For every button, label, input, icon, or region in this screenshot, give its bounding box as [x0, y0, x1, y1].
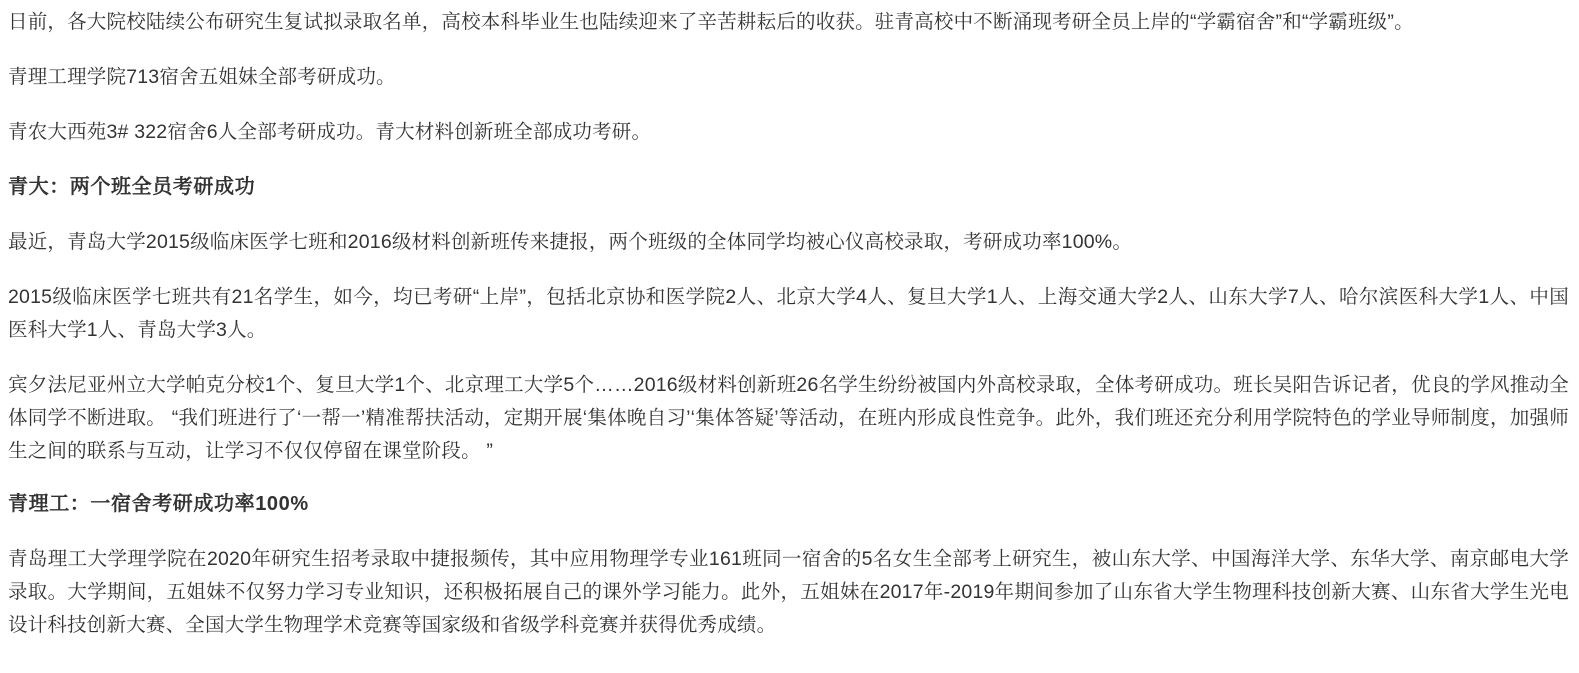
paragraph-qingda-body2: 2015级临床医学七班共有21名学生，如今，均已考研“上岸”，包括北京协和医学院2人、北京大学4人、复旦大学1人、上海交通大学2人、山东大学7人、哈尔滨医科大学1人、中国医科大学1人、青岛大学3人。	[8, 286, 1569, 341]
section-heading-qinglg: 青理工：一宿舍考研成功率100%	[8, 493, 309, 515]
paragraph-qlg-dorm: 青理工理学院713宿舍五姐妹全部考研成功。	[8, 66, 396, 88]
paragraph-intro: 日前，各大院校陆续公布研究生复试拟录取名单，高校本科毕业生也陆续迎来了辛苦耕耘后的收获。驻青高校中不断涌现考研全员上岸的“学霸宿舍”和“学霸班级”。	[8, 11, 1414, 33]
paragraph-qingda-body3: 宾夕法尼亚州立大学帕克分校1个、复旦大学1个、北京理工大学5个……2016级材料创新班26名学生纷纷被国内外高校录取，全体考研成功。班长吴阳告诉记者，优良的学风推动全体同学不断进取。 “我们班进行了‘一帮一’精准帮扶活动，定期开展‘集体晚自习’‘集体答疑’等活动，在班内形成良性竞争。此外，我们班还充分利用学院特色的学业导师制度，加强师生之间的联系与互动，让学习不仅仅停留在课堂阶段。 ”	[8, 374, 1569, 462]
article-body	[0, 6, 1579, 642]
paragraph-qingda-body1: 最近，青岛大学2015级临床医学七班和2016级材料创新班传来捷报，两个班级的全体同学均被心仪高校录取，考研成功率100%。	[8, 231, 1133, 253]
paragraph-qinglg-body: 青岛理工大学理学院在2020年研究生招考录取中捷报频传，其中应用物理学专业161班同一宿舍的5名女生全部考上研究生，被山东大学、中国海洋大学、东华大学、南京邮电大学录取。大学期间，五姐妹不仅努力学习专业知识，还积极拓展自己的课外学习能力。此外，五姐妹在2017年-2019年期间参加了山东省大学生物理科技创新大赛、山东省大学生光电设计科技创新大赛、全国大学生物理学术竞赛等国家级和省级学科竞赛并获得优秀成绩。	[8, 548, 1569, 636]
section-heading-qingda: 青大：两个班全员考研成功	[8, 176, 256, 198]
paragraph-qnd-dorm: 青农大西苑3# 322宿舍6人全部考研成功。青大材料创新班全部成功考研。	[8, 121, 652, 143]
